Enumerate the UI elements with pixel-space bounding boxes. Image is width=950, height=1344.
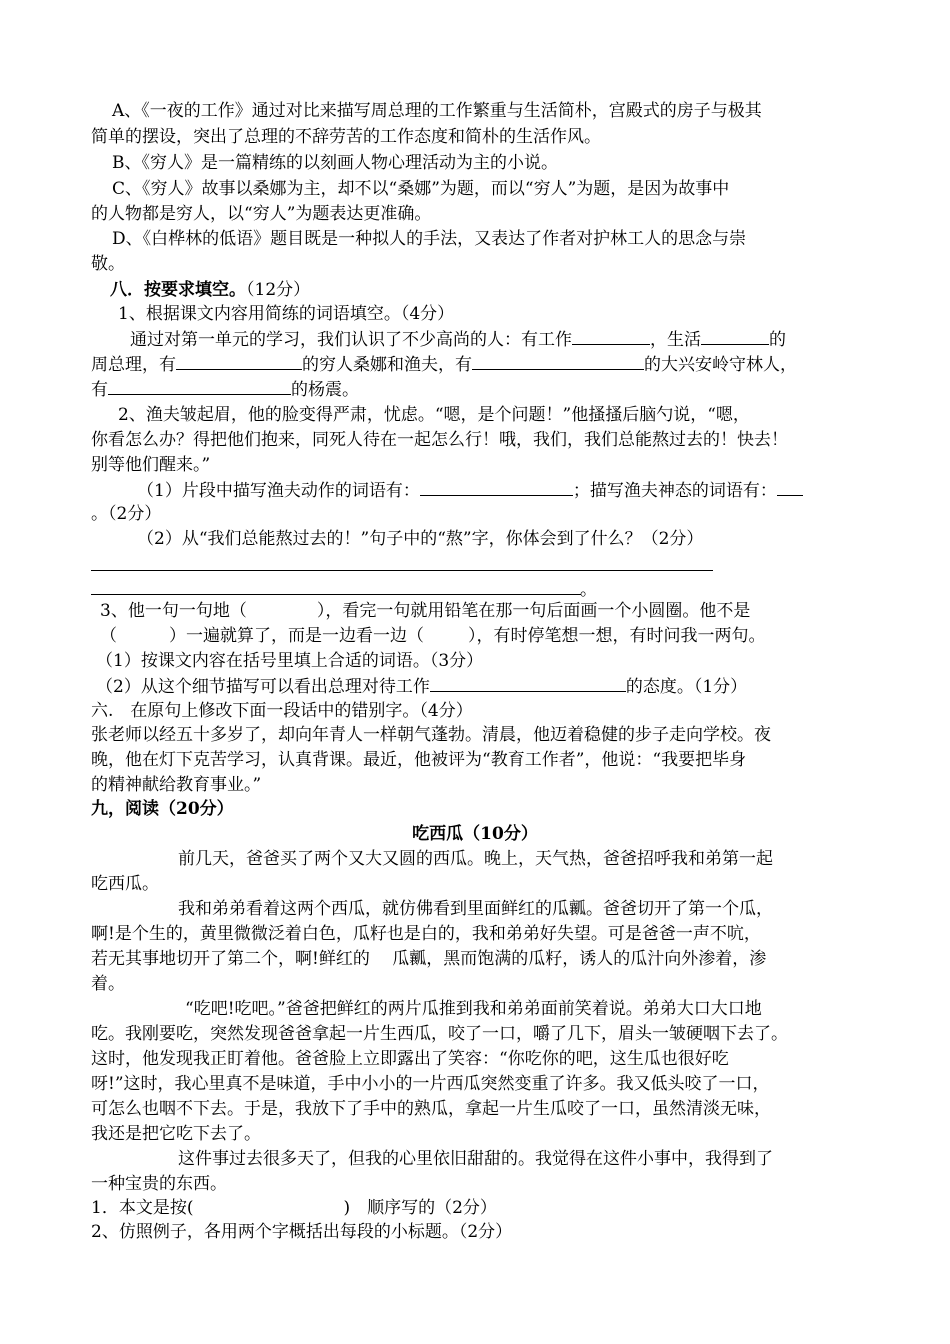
story-p3-line4: 呀!”这时，我心里真不是味道，手中小小的一片西瓜突然变重了许多。我又低头咬了一口，	[91, 1074, 770, 1094]
question-3-line2	[100, 624, 766, 648]
blank-forester[interactable]	[472, 352, 644, 370]
section-6-title: 六. 在原句上修改下面一段话中的错别字。（4分）	[91, 701, 473, 721]
story-p1-line1: 前几天，爸爸买了两个又大又圆的西瓜。晚上，天气热，爸爸招呼我和弟第一起	[178, 849, 773, 869]
q1-text-e: 的穷人桑娜和渔夫，有	[302, 355, 472, 375]
reading-question-2: 2、仿照例子，各用两个字概括出每段的小标题。（2分）	[91, 1222, 513, 1242]
question-3-sub2	[96, 674, 747, 699]
question-3-sub1: （1）按课文内容在括号里填上合适的词语。（3分）	[96, 651, 484, 671]
story-p3-line6: 我还是把它吃下去了。	[91, 1124, 261, 1144]
question-1-line2	[91, 352, 797, 377]
question-3-line1	[100, 599, 750, 623]
option-b: B、《穷人》是一篇精练的以刻画人物心理活动为主的小说。	[112, 153, 558, 173]
option-d-line1: D、《白桦林的低语》题目既是一种拟人的手法，又表达了作者对护林工人的思念与崇	[112, 229, 747, 249]
q3-sub2-text-a: （2）从这个细节描写可以看出总理对待工作	[96, 677, 430, 697]
answer-end-mark: 。	[580, 580, 597, 600]
question-1-title: 1、根据课文内容用简练的词语填空。（4分）	[118, 304, 455, 324]
question-2-sub2: （2）从“我们总能熬过去的！”句子中的“熬”字，你体会到了什么？（2分）	[137, 529, 704, 549]
q2-sub1-text-a: （1）片段中描写渔夫动作的词语有：	[137, 481, 420, 501]
q1-text-g: 有	[91, 380, 108, 400]
section-8-heading	[110, 278, 310, 302]
q3-text-c: （	[100, 626, 117, 646]
blank-sangna[interactable]	[176, 352, 302, 370]
story-p4-line1: 这件事过去很多天了，但我的心里依旧甜甜的。我觉得在这件小事中，我得到了	[178, 1149, 773, 1169]
option-a-line1: A、《一夜的工作》通过对比来描写周总理的工作繁重与生活简朴，宫殿式的房子与极其	[112, 101, 762, 121]
q3-sub2-text-b: 的态度。（1分）	[625, 677, 748, 697]
question-2-line1: 2、渔夫皱起眉，他的脸变得严肃，忧虑。“嗯，是个问题！”他搔搔后脑勺说，“嗯，	[118, 405, 750, 425]
blank-yangzhen[interactable]	[108, 377, 291, 395]
story-p2-line1: 我和弟弟看着这两个西瓜，就仿佛看到里面鲜红的瓜瓤。爸爸切开了第一个瓜，	[178, 899, 773, 919]
question-2-sub1	[137, 478, 803, 503]
section-6-line2: 晚，他在灯下克苦学习，认真背课。最近，他被评为“教育工作者”，他说：“我要把毕身	[91, 750, 747, 770]
q3-text-d: ）一遍就算了，而是一边看一边（	[169, 626, 424, 646]
question-2-sub1-score: 。（2分）	[91, 504, 162, 524]
blank-action-words[interactable]	[420, 478, 573, 496]
q1-text-h: 的杨震。	[291, 380, 359, 400]
q3-text-b: ），看完一句就用铅笔在那一句后面画一个小圆圈。他不是	[316, 601, 751, 621]
story-p1-line2: 吃西瓜。	[91, 874, 159, 894]
story-p3-line3: 这时，他发现我正盯着他。爸爸脸上立即露出了笑容：“你吃你的吧，这生瓜也很好吃	[91, 1049, 729, 1069]
blank-work[interactable]	[572, 327, 650, 345]
story-p3-line5: 可怎么也咽不下去。于是，我放下了手中的熟瓜，拿起一片生瓜咬了一口，虽然清淡无味，	[91, 1099, 771, 1119]
story-p2-line3: 若无其事地切开了第二个，啊!鲜红的 瓜瓤，黑而饱满的瓜籽，诱人的瓜汁向外渗着，渗	[91, 949, 767, 969]
question-1-line1	[130, 327, 786, 352]
reading-question-1	[91, 1196, 497, 1220]
option-a-line2: 简单的摆设，突出了总理的不辞劳苦的工作态度和简朴的生活作风。	[91, 127, 601, 147]
q3-text-a: 3、他一句一句地（	[100, 601, 247, 621]
question-2-line2: 你看怎么办？得把他们抱来，同死人待在一起怎么行！哦，我们，我们总能熬过去的！快去！	[91, 430, 788, 450]
q1-text-b: ，生活	[650, 330, 701, 350]
rq1-text-b: ) 顺序写的（2分）	[343, 1198, 497, 1218]
section-8-score: （12分）	[246, 280, 311, 300]
story-p2-line4: 着。	[91, 974, 125, 994]
q1-text-d: 周总理，有	[91, 355, 176, 375]
q1-text-a: 通过对第一单元的学习，我们认识了不少高尚的人：有工作	[130, 330, 572, 350]
answer-line-2[interactable]	[91, 594, 581, 595]
story-p3-line2: 吃。我刚要吃，突然发现爸爸拿起一片生西瓜，咬了一口，嚼了几下，眉头一皱硬咽下去了。	[91, 1024, 788, 1044]
question-1-line3	[91, 377, 359, 402]
q1-text-f: 的大兴安岭守林人，	[644, 355, 797, 375]
blank-attitude[interactable]	[430, 674, 626, 692]
section-6-line1: 张老师以经五十多岁了，却向年青人一样朝气蓬勃。清晨，他迈着稳健的步子走向学校。夜	[91, 725, 771, 745]
story-title: 吃西瓜（10分）	[412, 824, 538, 844]
blank-expression-words[interactable]	[777, 478, 803, 496]
blank-life[interactable]	[701, 327, 769, 345]
option-d-line2: 敬。	[91, 254, 125, 274]
q3-text-e: ），有时停笔想一想，有时问我一两句。	[468, 626, 766, 646]
q2-sub1-text-b: ；描写渔夫神态的词语有：	[572, 481, 777, 501]
question-2-line3: 别等他们醒来。”	[91, 455, 211, 475]
rq1-text-a: 1．本文是按(	[91, 1198, 194, 1218]
section-9-title: 九，阅读（20分）	[91, 799, 234, 819]
story-p2-line2: 啊!是个生的，黄里微微泛着白色，瓜籽也是白的，我和弟弟好失望。可是爸爸一声不吭，	[91, 924, 761, 944]
section-8-title: 八．按要求填空。	[110, 280, 246, 300]
story-p3-line1: “吃吧!吃吧。”爸爸把鲜红的两片瓜推到我和弟弟面前笑着说。弟弟大口大口地	[185, 999, 762, 1019]
answer-line-1[interactable]	[91, 570, 713, 571]
option-c-line1: C、《穷人》故事以桑娜为主，却不以“桑娜”为题，而以“穷人”为题，是因为故事中	[112, 179, 730, 199]
option-c-line2: 的人物都是穷人，以“穷人”为题表达更准确。	[91, 204, 432, 224]
section-6-line3: 的精神献给教育事业。”	[91, 775, 262, 795]
story-p4-line2: 一种宝贵的东西。	[91, 1174, 227, 1194]
q1-text-c: 的	[769, 330, 786, 350]
